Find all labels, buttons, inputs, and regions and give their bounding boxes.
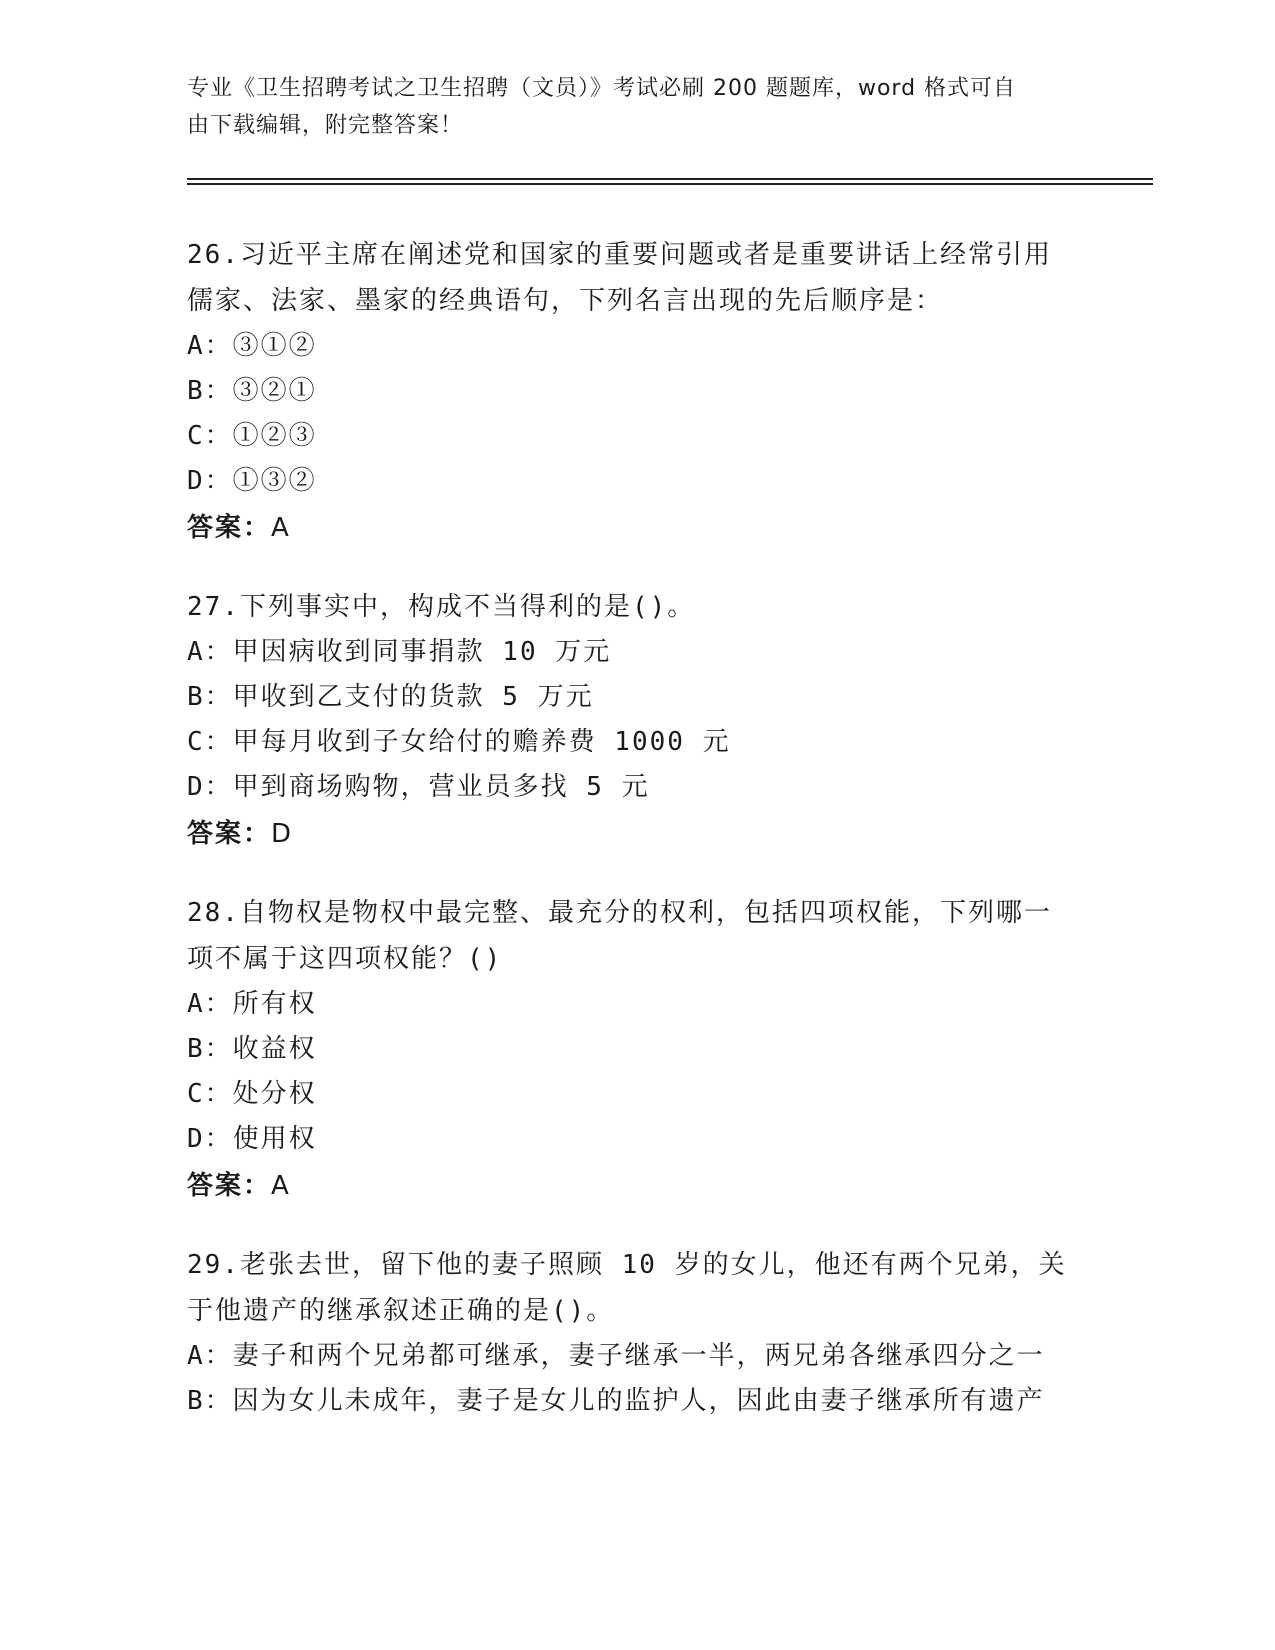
option-list xyxy=(187,982,1087,1162)
option-a: A：所有权 xyxy=(187,989,317,1019)
option-b: B：③②① xyxy=(187,376,317,406)
header-divider-bottom xyxy=(187,183,1153,185)
option-a: A：妻子和两个兄弟都可继承，妻子继承一半，两兄弟各继承四分之一 xyxy=(187,1341,1045,1371)
stem-line: 于他遗产的继承叙述正确的是()。 xyxy=(187,1296,615,1326)
stem-line: 儒家、法家、墨家的经典语句，下列名言出现的先后顺序是： xyxy=(187,286,944,316)
option-b: B：甲收到乙支付的货款 5 万元 xyxy=(187,682,594,712)
option-c: C：甲每月收到子女给付的赡养费 1000 元 xyxy=(187,727,731,757)
option-list xyxy=(187,1334,1087,1424)
option-a: A：③①② xyxy=(187,331,317,361)
stem-line: 26.习近平主席在阐述党和国家的重要问题或者是重要讲话上经常引用 xyxy=(187,240,1052,270)
answer-value: A xyxy=(271,1171,291,1201)
option-list xyxy=(187,324,1087,504)
option-c: C：处分权 xyxy=(187,1079,317,1109)
option-b: B：收益权 xyxy=(187,1034,317,1064)
stem-line: 27.下列事实中，构成不当得利的是()。 xyxy=(187,592,696,622)
question-stem xyxy=(187,1242,1067,1334)
option-b: B：因为女儿未成年，妻子是女儿的监护人，因此由妻子继承所有遗产 xyxy=(187,1386,1045,1416)
answer-label: 答案： xyxy=(187,819,272,849)
header-line-2: 由下载编辑，附完整答案！ xyxy=(187,113,464,138)
question-27 xyxy=(187,584,1087,858)
option-a: A：甲因病收到同事捐款 10 万元 xyxy=(187,637,612,667)
header-line-1: 专业《卫生招聘考试之卫生招聘（文员）》考试必刷 200 题题库，word 格式可自 xyxy=(187,76,1017,101)
answer-label: 答案： xyxy=(187,1171,272,1201)
option-d: D：使用权 xyxy=(187,1124,317,1154)
stem-line: 28.自物权是物权中最完整、最充分的权利，包括四项权能，下列哪一 xyxy=(187,898,1052,928)
answer xyxy=(187,1162,1087,1210)
answer-value: D xyxy=(271,819,294,849)
question-stem xyxy=(187,584,1067,630)
option-d: D：甲到商场购物，营业员多找 5 元 xyxy=(187,772,650,802)
question-list xyxy=(187,232,1087,1456)
stem-line: 29.老张去世，留下他的妻子照顾 10 岁的女儿，他还有两个兄弟，关 xyxy=(187,1250,1067,1280)
header-divider-top xyxy=(187,178,1153,180)
answer-label: 答案： xyxy=(187,513,272,543)
option-c: C：①②③ xyxy=(187,421,317,451)
question-26 xyxy=(187,232,1087,552)
document-header xyxy=(187,70,1067,144)
answer xyxy=(187,810,1087,858)
option-list xyxy=(187,630,1087,810)
question-stem xyxy=(187,890,1067,982)
question-stem xyxy=(187,232,1067,324)
question-28 xyxy=(187,890,1087,1210)
question-29 xyxy=(187,1242,1087,1424)
answer-value: A xyxy=(271,513,291,543)
stem-line: 项不属于这四项权能？() xyxy=(187,944,503,974)
option-d: D：①③② xyxy=(187,466,317,496)
answer xyxy=(187,504,1087,552)
